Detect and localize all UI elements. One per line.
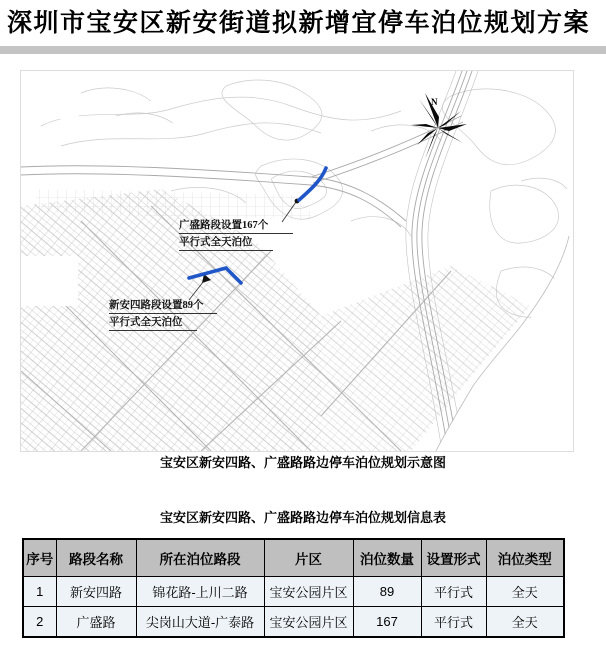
table-title: 宝安区新安四路、广盛路路边停车泊位规划信息表 [159,510,446,525]
header-district: 片区 [264,539,353,577]
xinan-annotation-line2: 平行式全天泊位 [109,316,197,331]
header-count: 泊位数量 [353,539,421,577]
header-layout: 设置形式 [421,539,486,577]
planning-map [20,70,574,452]
header-type: 泊位类型 [486,539,564,577]
parking-info-table [22,538,565,638]
header-seq: 序号 [23,539,56,577]
page-title: 深圳市宝安区新安街道拟新增宜停车泊位规划方案 [7,9,591,37]
compass-rose-icon [411,93,467,159]
header-road-section: 所在泊位路段 [136,539,264,577]
cell-road-section: 尖岗山大道-广泰路 [136,607,264,638]
cell-count: 89 [353,577,421,607]
title-divider-bar [0,46,606,54]
map-caption: 宝安区新安四路、广盛路路边停车泊位规划示意图 [159,455,446,470]
cell-seq: 2 [23,607,56,638]
table-row [23,607,564,638]
map-blank-topleft [21,71,79,119]
compass-north-label: N [431,97,438,107]
map-artwork [21,71,573,451]
table-header-row [23,539,564,577]
cell-type: 全天 [486,607,564,638]
map-blank-left [21,256,78,306]
cell-road-section: 锦花路-上川二路 [136,577,264,607]
cell-road-name: 新安四路 [56,577,136,607]
xinan-annotation-line1: 新安四路段设置89个 [109,299,217,314]
guangsheng-annotation-line1: 广盛路段设置167个 [179,219,293,234]
cell-seq: 1 [23,577,56,607]
cell-district: 宝安公园片区 [264,607,353,638]
cell-count: 167 [353,607,421,638]
cell-district: 宝安公园片区 [264,577,353,607]
guangsheng-annotation-line2: 平行式全天泊位 [179,236,273,251]
cell-layout: 平行式 [421,607,486,638]
table-row [23,577,564,607]
cell-road-name: 广盛路 [56,607,136,638]
cell-type: 全天 [486,577,564,607]
header-road-name: 路段名称 [56,539,136,577]
cell-layout: 平行式 [421,577,486,607]
